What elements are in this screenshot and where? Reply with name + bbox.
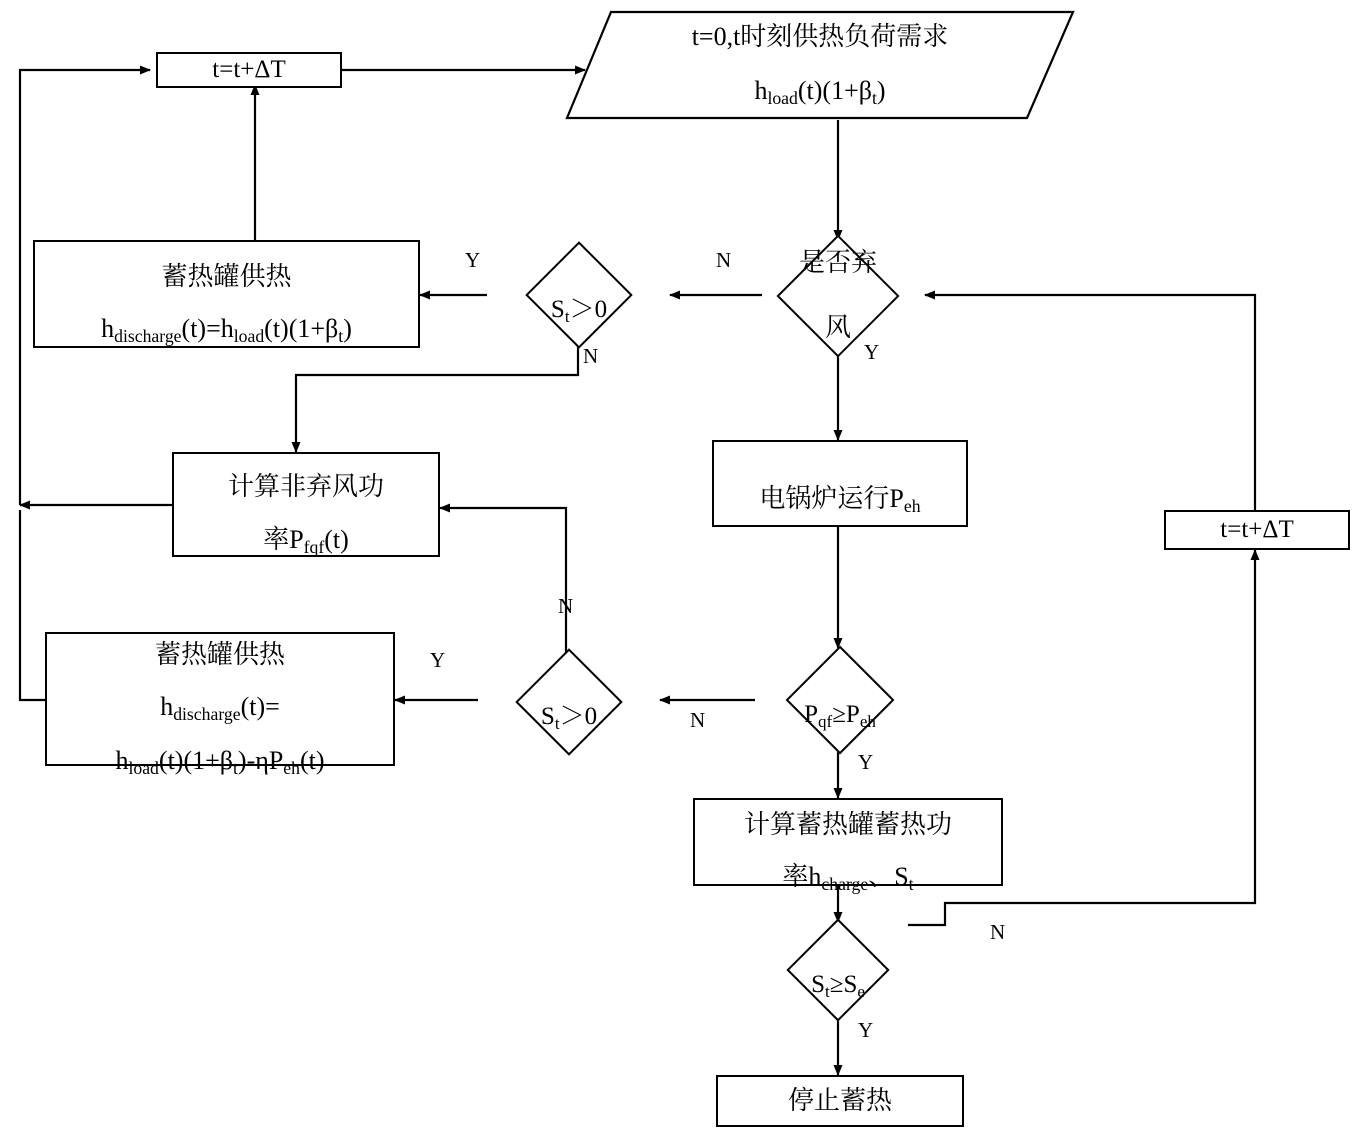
node-stop-charging[interactable]: [716, 1075, 964, 1127]
node-decision-storage-full[interactable]: [744, 920, 932, 1020]
node-update-time-left-label: t=t+ΔT: [212, 56, 286, 84]
node-decision-curtailed-vs-boiler[interactable]: [745, 648, 935, 752]
node-calc-charge-power-label: 计算蓄热罐蓄热功 率$h_{charge}$、$S_t$: [743, 809, 952, 895]
edge-label-y-5: Y: [858, 1018, 874, 1042]
start-line1: t=0,t时刻供热负荷需求: [691, 21, 949, 51]
node-discharge-heat-2[interactable]: [45, 632, 395, 779]
edge-label-y-2: Y: [864, 340, 880, 364]
node-decision-curtailment[interactable]: [748, 238, 928, 354]
node-start-load-demand[interactable]: [565, 10, 1075, 120]
edge-label-n-5: N: [990, 920, 1006, 944]
edge-label-n-3: N: [558, 594, 574, 618]
node-electric-boiler-run[interactable]: [712, 440, 968, 527]
node-calc-non-curtailed-power[interactable]: [172, 452, 440, 557]
curtail-line1: 是否弃: [798, 248, 877, 278]
node-discharge-heat-2-label: 蓄热罐供热 $h_{discharge}(t)=$ $h_{load}(t)(1+\beta_t)-\eta P_{eh}(t)$: [115, 639, 325, 779]
node-update-time-right[interactable]: [1164, 510, 1350, 550]
discharge1-line1: 蓄热罐供热: [161, 261, 292, 291]
edge-label-y-3: Y: [430, 648, 446, 672]
calcch-line1: 计算蓄热罐蓄热功: [743, 809, 952, 839]
node-decision-curtailment-label: [798, 182, 880, 410]
node-calc-non-curtailed-power-label: 计算非弃风功 率$P_{fqf}(t)$: [227, 472, 384, 557]
edge-label-y-1: Y: [465, 248, 481, 272]
node-calc-charge-power[interactable]: [693, 798, 1003, 895]
node-discharge-heat-1-label: 蓄热罐供热 $h_{discharge}(t)=h_{load}(t)(1+\beta_t)$: [101, 261, 352, 347]
node-update-time-left[interactable]: [156, 52, 342, 88]
node-decision-storage-level-a-label: $S_t>0$: [550, 296, 608, 326]
node-discharge-heat-1[interactable]: [33, 240, 420, 348]
node-decision-storage-level-b[interactable]: [476, 650, 662, 754]
edge-label-n-1: N: [716, 248, 732, 272]
node-decision-curtailed-vs-boiler-label: $P_{qf}\ge P_{eh}$: [804, 701, 876, 731]
node-stop-charging-label: 停止蓄热: [787, 1085, 892, 1115]
node-update-time-right-label: t=t+ΔT: [1220, 516, 1294, 544]
edge-label-y-4: Y: [858, 750, 874, 774]
node-decision-storage-full-label: $S_t\ge S_e$: [811, 971, 865, 1001]
curtail-line2: 风: [824, 313, 851, 343]
calcnw-line1: 计算非弃风功: [227, 472, 384, 502]
node-decision-storage-level-b-label: $S_t>0$: [540, 703, 598, 733]
node-electric-boiler-run-label: 电锅炉运行$P_{eh}$: [759, 483, 921, 516]
node-decision-storage-level-a[interactable]: [486, 243, 672, 347]
edge-label-n-4: N: [690, 708, 706, 732]
node-start-label: t=0,t时刻供热负荷需求 $h_{load}(t)(1+\beta_t)$: [691, 21, 949, 109]
edge-label-n-2: N: [583, 344, 599, 368]
discharge2-line1: 蓄热罐供热: [154, 639, 285, 669]
